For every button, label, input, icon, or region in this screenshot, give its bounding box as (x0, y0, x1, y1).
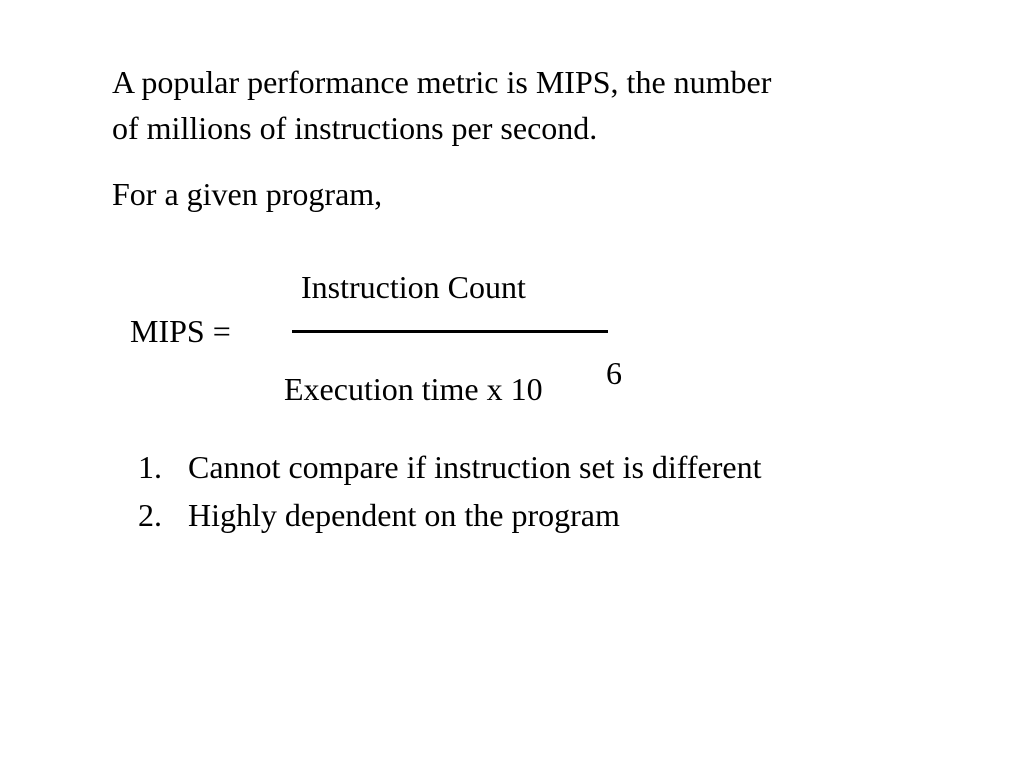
formula-lhs: MIPS = (130, 313, 231, 349)
formula-denominator: Execution time x 10 (284, 371, 543, 407)
formula-numerator: Instruction Count (301, 269, 526, 305)
list-item (138, 443, 761, 491)
fraction-bar (292, 330, 608, 333)
formula-exponent: 6 (606, 355, 622, 391)
list-item (138, 491, 761, 539)
list-item-text: Cannot compare if instruction set is different (188, 449, 762, 485)
intro-line-2: of millions of instructions per second. (112, 110, 598, 146)
list-item-text: Highly dependent on the program (188, 497, 620, 533)
intro-paragraph (112, 59, 771, 151)
list-item-number: 1. (138, 449, 162, 485)
list-item-number: 2. (138, 497, 162, 533)
intro-line-1: A popular performance metric is MIPS, the number (112, 64, 772, 100)
drawbacks-list (138, 443, 761, 539)
given-program-text: For a given program, (112, 176, 383, 212)
